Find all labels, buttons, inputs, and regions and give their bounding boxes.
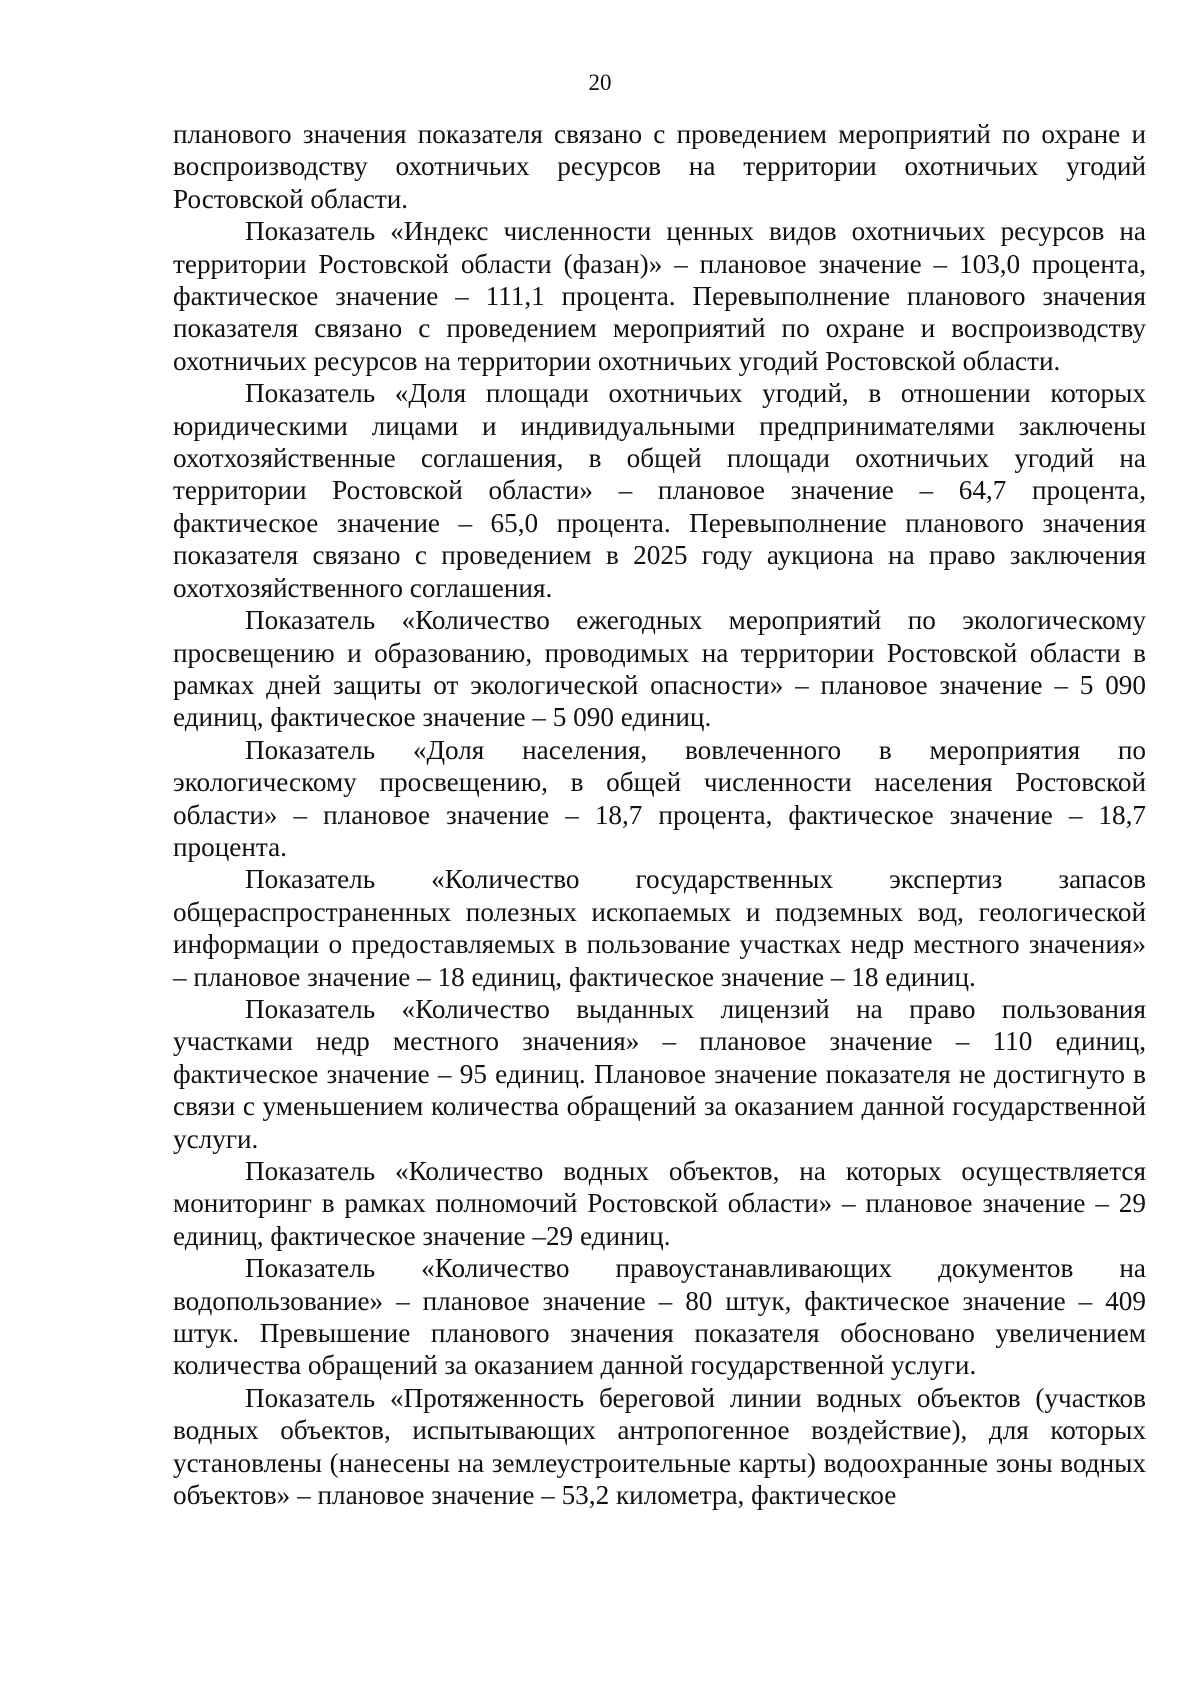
- paragraph-shoreline-length: Показатель «Протяженность береговой линии водных объектов (участков водных объектов, испытывающих антропогенное воздействие), для которых установлены (нанесены на землеустроительные карты) водоохранные зоны водных объектов» – плановое значение – 53,2 километра, фактическое: [173, 1382, 1146, 1511]
- paragraph-continuation: планового значения показателя связано с проведением мероприятий по охране и воспроизводству охотничьих ресурсов на территории охотничьих угодий Ростовской области.: [173, 119, 1146, 214]
- paragraph-hunting-grounds-share: Показатель «Доля площади охотничьих угодий, в отношении которых юридическими лицами и индивидуальными предпринимателями заключены охотхозяйственные соглашения, в общей площади охотничьих угодий на территории Ростовской области» – плановое значение – 64,7 процента, фактическое значение – 65,0 процента. Перевыполнение планового значения показателя связано с проведением в 2025 году аукциона на право заключения охотхозяйственного соглашения.: [173, 378, 1146, 603]
- paragraph-licenses-count: Показатель «Количество выданных лицензий на право пользования участками недр местного значения» – плановое значение – 110 единиц, фактическое значение – 95 единиц. Плановое значение показателя не достигнуто в связи с уменьшением количества обращений за оказанием данной государственной услуги.: [173, 993, 1146, 1154]
- paragraph-water-use-documents: Показатель «Количество правоустанавливающих документов на водопользование» – плановое значение – 80 штук, фактическое значение – 409 штук. Превышение планового значения показателя обосновано увеличением количества обращений за оказанием данной государственной услуги.: [173, 1253, 1146, 1381]
- paragraph-eco-events-count: Показатель «Количество ежегодных мероприятий по экологическому просвещению и образованию, проводимых на территории Ростовской области в рамках дней защиты от экологической опасности» – плановое значение – 5 090 единиц, фактическое значение – 5 090 единиц.: [173, 605, 1146, 733]
- paragraph-pheasant-index: Показатель «Индекс численности ценных видов охотничьих ресурсов на территории Ростовской области (фазан)» – плановое значение – 103,0 процента, фактическое значение – 111,1 процента. Перевыполнение планового значения показателя связано с проведением мероприятий по охране и воспроизводству охотничьих ресурсов на территории охотничьих угодий Ростовской области.: [173, 216, 1146, 376]
- paragraph-water-bodies-monitoring: Показатель «Количество водных объектов, на которых осуществляется мониторинг в рамках полномочий Ростовской области» – плановое значение – 29 единиц, фактическое значение –29 единиц.: [173, 1156, 1146, 1251]
- paragraph-state-expertise-count: Показатель «Количество государственных экспертиз запасов общераспространенных полезных ископаемых и подземных вод, геологической информации о предоставляемых в пользование участках недр местного значения» – плановое значение – 18 единиц, фактическое значение – 18 единиц.: [173, 864, 1146, 992]
- page-number: 20: [588, 70, 612, 95]
- paragraph-population-share: Показатель «Доля населения, вовлеченного в мероприятия по экологическому просвещению, в общей численности населения Ростовской области» – плановое значение – 18,7 процента, фактическое значение – 18,7 процента.: [173, 734, 1146, 862]
- document-body: [173, 118, 1146, 1511]
